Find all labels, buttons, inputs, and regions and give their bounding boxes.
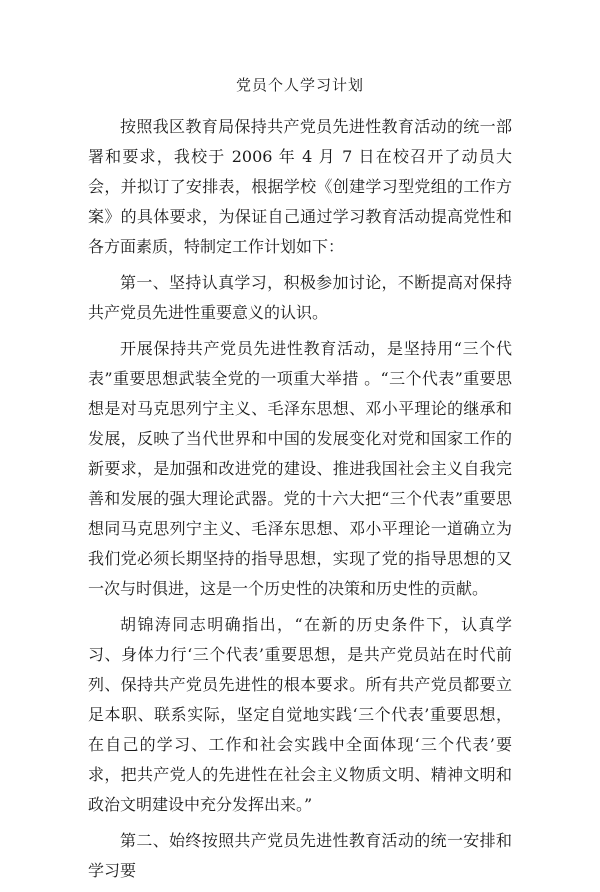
body-paragraph-quote: 胡锦涛同志明确指出，“在新的历史条件下，认真学习、身体力行‘三个代表’重要思想，是共产党员站在时代前列、保持共产党员先进性的根本要求。所有共产党员都要立足本职、联系实际，坚定自觉地实践‘三个代表’重要思想，在自己的学习、工作和社会实践中全面体现‘三个代表’要求，把共产党人的先进性在社会主义物质文明、精神文明和政治文明建设中充分发挥出来。”: [88, 615, 512, 814]
section-one-heading: 第一、坚持认真学习，积极参加讨论，不断提高对保持共产党员先进性重要意义的认识。: [88, 273, 512, 322]
body-paragraph-three-represents: 开展保持共产党员先进性教育活动，是坚持用“三个代表”重要思想武装全党的一项重大举措 。“三个代表”重要思想是对马克思列宁主义、毛泽东思想、邓小平理论的继承和发展，反映了当代世界和中国的发展变化对党和国家工作的新要求，是加强和改进党的建设、推进我国社会主义自我完善和发展的强大理论武器。党的十六大把“三个代表”重要思想同马克思列宁主义、毛泽东思想、邓小平理论一道确立为我们党必须长期坚持的指导思想，实现了党的指导思想的又一次与时俱进，这是一个历史性的决策和历史性的贡献。: [88, 339, 512, 598]
intro-paragraph: 按照我区教育局保持共产党员先进性教育活动的统一部署和要求，我校于 2006 年 4 月 7 日在校召开了动员大会，并拟订了安排表，根据学校《创建学习型党组的工作方案》的具体要求，为保证自己通过学习教育活动提高党性和各方面素质，特制定工作计划如下：: [88, 117, 512, 256]
document-title: 党员个人学习计划: [235, 76, 364, 94]
section-two-heading: 第二、始终按照共产党员先进性教育活动的统一安排和学习要: [88, 831, 512, 880]
document-page: [88, 70, 512, 892]
